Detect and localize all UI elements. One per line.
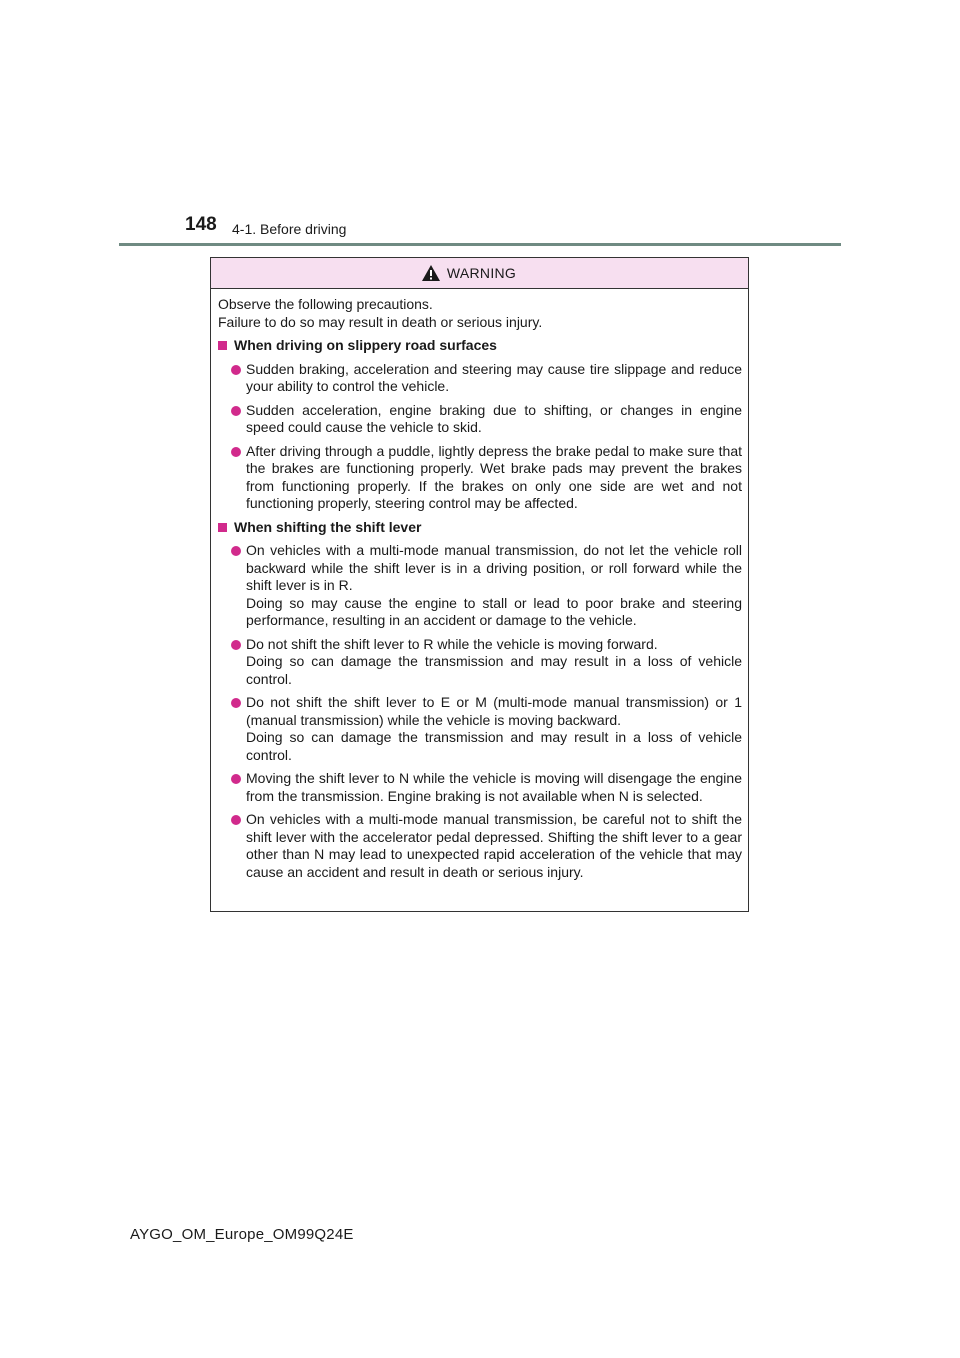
circle-bullet-icon	[231, 640, 241, 650]
list-item-text	[246, 542, 742, 630]
warning-intro	[218, 296, 742, 331]
list-item-paragraph: Sudden acceleration, engine braking due to shifting, or changes in engine speed could cause the vehicle to skid.	[246, 401, 742, 435]
list-item-paragraph: On vehicles with a multi-mode manual transmission, be careful not to shift the shift lever with the accelerator pedal depressed. Shifting the shift lever to a gear other than N may lead to unexpected rapid acceleration of the vehicle that may cause an accident and result in death or serious injury.	[246, 811, 742, 880]
document-id: AYGO_OM_Europe_OM99Q24E	[130, 1226, 354, 1243]
list-item-paragraph: Doing so can damage the transmission and may result in a loss of vehicle control.	[246, 729, 742, 763]
warning-body	[211, 289, 748, 881]
page-header	[185, 214, 845, 244]
intro-line: Failure to do so may result in death or serious injury.	[218, 313, 543, 330]
page-number: 148	[185, 214, 217, 235]
list-item-paragraph: Moving the shift lever to N while the vehicle is moving will disengage the engine from the transmission. Engine braking is not available when N is selected.	[246, 770, 742, 804]
list-item-paragraph: After driving through a puddle, lightly depress the brake pedal to make sure that the brakes are functioning properly. Wet brake pads may prevent the brakes from functioning properly. If the brakes on only one side are wet and not functioning properly, steering control may be affected.	[246, 442, 742, 511]
square-bullet-icon	[218, 341, 227, 350]
circle-bullet-icon	[231, 698, 241, 708]
section-heading-text: When shifting the shift lever	[234, 518, 422, 535]
section-title: 4-1. Before driving	[232, 221, 347, 237]
list-item-text	[246, 636, 742, 689]
warning-triangle-icon	[421, 264, 441, 282]
list-item-paragraph: Do not shift the shift lever to R while the vehicle is moving forward.	[246, 635, 658, 652]
list-item-paragraph: Sudden braking, acceleration and steering may cause tire slippage and reduce your ability to control the vehicle.	[246, 360, 742, 394]
list-item-paragraph: On vehicles with a multi-mode manual transmission, do not let the vehicle roll backward while the shift lever is in a driving position, or roll forward while the shift lever is in R.	[246, 542, 742, 593]
list-item	[218, 542, 742, 630]
list-item	[218, 811, 742, 881]
circle-bullet-icon	[231, 815, 241, 825]
section-heading-text: When driving on slippery road surfaces	[234, 337, 497, 353]
warning-header	[211, 258, 748, 289]
circle-bullet-icon	[231, 546, 241, 556]
circle-bullet-icon	[231, 447, 241, 457]
circle-bullet-icon	[231, 774, 241, 784]
warning-box	[210, 257, 749, 912]
list-item	[218, 694, 742, 764]
list-item	[218, 770, 742, 805]
warning-section	[218, 337, 742, 513]
list-item-text	[246, 811, 742, 881]
header-rule	[119, 243, 841, 246]
list-item-text	[246, 443, 742, 513]
list-item-text	[246, 402, 742, 437]
intro-line: Observe the following precautions.	[218, 296, 433, 312]
list-item-text	[246, 694, 742, 764]
warning-title: WARNING	[446, 265, 517, 281]
list-item-text	[246, 361, 742, 396]
list-item	[218, 636, 742, 689]
list-item	[218, 402, 742, 437]
warning-section	[218, 519, 742, 882]
list-item-paragraph: Doing so can damage the transmission and may result in a loss of vehicle control.	[246, 653, 742, 687]
section-heading	[218, 519, 742, 537]
circle-bullet-icon	[231, 406, 241, 416]
section-heading	[218, 337, 742, 355]
list-item	[218, 361, 742, 396]
square-bullet-icon	[218, 523, 227, 532]
circle-bullet-icon	[231, 365, 241, 375]
list-item-paragraph: Doing so may cause the engine to stall or lead to poor brake and steering performance, resulting in an accident or damage to the vehicle.	[246, 594, 742, 628]
list-item	[218, 443, 742, 513]
list-item-paragraph: Do not shift the shift lever to E or M (multi-mode manual transmission) or 1 (manual transmission) while the vehicle is moving backward.	[246, 694, 742, 728]
list-item-text	[246, 770, 742, 805]
